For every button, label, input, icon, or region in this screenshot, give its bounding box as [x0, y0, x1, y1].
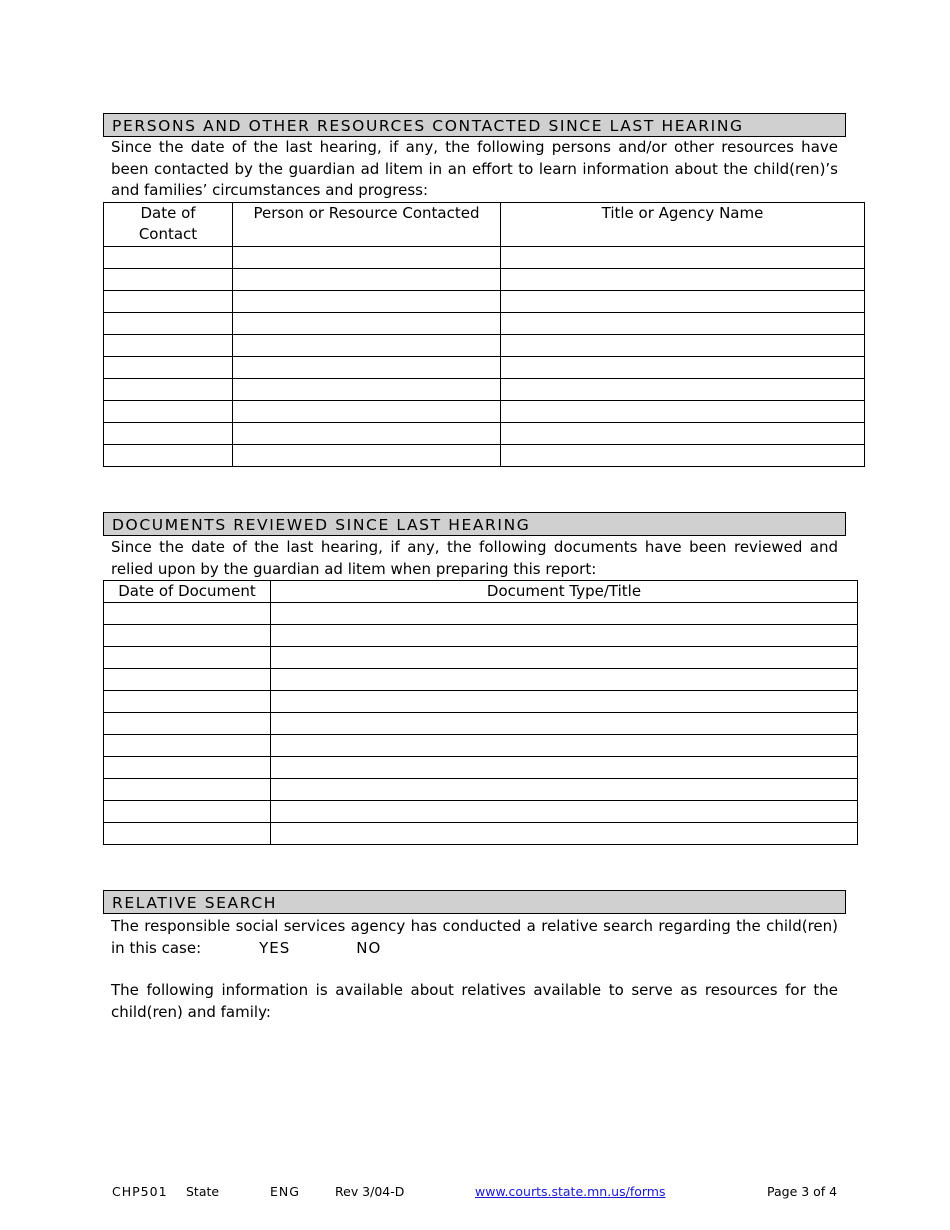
- table-row: [104, 757, 858, 779]
- table-row: [104, 691, 858, 713]
- persons-intro-text: Since the date of the last hearing, if any, the following persons and/or other resources have been contacted by the guardian ad litem in an effort to learn information about the child(ren)’s and families’ circumstances and progress:: [111, 138, 838, 199]
- table-row: [104, 291, 865, 313]
- table-cell[interactable]: [104, 779, 271, 801]
- table-cell[interactable]: [104, 713, 271, 735]
- table-cell[interactable]: [271, 801, 858, 823]
- table-cell[interactable]: [501, 423, 865, 445]
- documents-reviewed-table: [103, 580, 858, 845]
- persons-contacted-table: [103, 202, 865, 467]
- table-cell[interactable]: [104, 379, 233, 401]
- column-header-document-type: Document Type/Title: [271, 581, 858, 603]
- table-cell[interactable]: [271, 823, 858, 845]
- table-cell[interactable]: [233, 401, 501, 423]
- table-cell[interactable]: [233, 247, 501, 269]
- table-cell[interactable]: [104, 247, 233, 269]
- table-cell[interactable]: [104, 401, 233, 423]
- relative-info-text: The following information is available about relatives available to serve as resources for the child(ren) and family:: [111, 981, 838, 1021]
- table-cell[interactable]: [104, 269, 233, 291]
- footer-form-code: CHP501: [112, 1184, 168, 1199]
- table-cell[interactable]: [271, 757, 858, 779]
- persons-section-header: PERSONS AND OTHER RESOURCES CONTACTED SINCE LAST HEARING: [103, 113, 846, 137]
- table-row: [104, 669, 858, 691]
- documents-section-header: DOCUMENTS REVIEWED SINCE LAST HEARING: [103, 512, 846, 536]
- table-row: [104, 269, 865, 291]
- table-row: [104, 423, 865, 445]
- table-row: [104, 801, 858, 823]
- table-row: [104, 779, 858, 801]
- relative-search-statement: [111, 916, 838, 959]
- table-cell[interactable]: [233, 313, 501, 335]
- table-cell[interactable]: [501, 335, 865, 357]
- table-cell[interactable]: [104, 423, 233, 445]
- table-row: [104, 647, 858, 669]
- column-header-person-contacted: Person or Resource Contacted: [233, 203, 501, 247]
- column-header-title-agency: Title or Agency Name: [501, 203, 865, 247]
- table-cell[interactable]: [271, 647, 858, 669]
- table-cell[interactable]: [104, 445, 233, 467]
- table-cell[interactable]: [104, 603, 271, 625]
- table-row: [104, 313, 865, 335]
- table-cell[interactable]: [233, 269, 501, 291]
- table-row: [104, 335, 865, 357]
- table-cell[interactable]: [501, 247, 865, 269]
- table-cell[interactable]: [104, 801, 271, 823]
- table-row: [104, 445, 865, 467]
- table-cell[interactable]: [501, 291, 865, 313]
- table-row: [104, 603, 858, 625]
- table-cell[interactable]: [233, 335, 501, 357]
- table-cell[interactable]: [271, 691, 858, 713]
- table-cell[interactable]: [501, 401, 865, 423]
- yes-option[interactable]: YES: [259, 938, 291, 957]
- table-cell[interactable]: [501, 445, 865, 467]
- footer-revision: Rev 3/04-D: [335, 1184, 405, 1199]
- table-cell[interactable]: [104, 335, 233, 357]
- table-row: [104, 713, 858, 735]
- table-cell[interactable]: [104, 691, 271, 713]
- table-cell[interactable]: [104, 823, 271, 845]
- table-cell[interactable]: [233, 291, 501, 313]
- table-row: [104, 735, 858, 757]
- column-header-date-of-document: Date of Document: [104, 581, 271, 603]
- table-cell[interactable]: [271, 669, 858, 691]
- table-cell[interactable]: [501, 313, 865, 335]
- footer-language: ENG: [270, 1184, 300, 1199]
- documents-intro-text: Since the date of the last hearing, if any, the following documents have been reviewed and relied upon by the guardian ad litem when preparing this report:: [111, 538, 838, 578]
- table-cell[interactable]: [271, 735, 858, 757]
- table-cell[interactable]: [104, 313, 233, 335]
- table-cell[interactable]: [104, 735, 271, 757]
- column-header-date-of-contact: Date of Contact: [104, 203, 233, 247]
- table-cell[interactable]: [501, 379, 865, 401]
- table-row: [104, 625, 858, 647]
- table-cell[interactable]: [233, 423, 501, 445]
- table-cell[interactable]: [271, 603, 858, 625]
- no-option[interactable]: NO: [356, 938, 382, 957]
- table-cell[interactable]: [233, 357, 501, 379]
- table-cell[interactable]: [104, 757, 271, 779]
- table-row: [104, 401, 865, 423]
- table-cell[interactable]: [104, 291, 233, 313]
- table-cell[interactable]: [271, 713, 858, 735]
- table-cell[interactable]: [104, 625, 271, 647]
- table-cell[interactable]: [233, 379, 501, 401]
- relative-search-statement-text: The responsible social services agency has conducted a relative search regarding the child(ren) in this case:: [111, 917, 838, 957]
- table-row: [104, 357, 865, 379]
- table-cell[interactable]: [501, 357, 865, 379]
- table-cell[interactable]: [104, 357, 233, 379]
- table-row: [104, 379, 865, 401]
- footer-forms-link[interactable]: www.courts.state.mn.us/forms: [475, 1184, 666, 1199]
- table-row: [104, 823, 858, 845]
- table-cell[interactable]: [271, 625, 858, 647]
- table-cell[interactable]: [271, 779, 858, 801]
- table-cell[interactable]: [104, 647, 271, 669]
- table-cell[interactable]: [233, 445, 501, 467]
- table-cell[interactable]: [104, 669, 271, 691]
- footer-jurisdiction: State: [186, 1184, 220, 1199]
- table-row: [104, 247, 865, 269]
- footer-page-number: Page 3 of 4: [767, 1184, 838, 1199]
- table-cell[interactable]: [501, 269, 865, 291]
- relative-search-section-header: RELATIVE SEARCH: [103, 890, 846, 914]
